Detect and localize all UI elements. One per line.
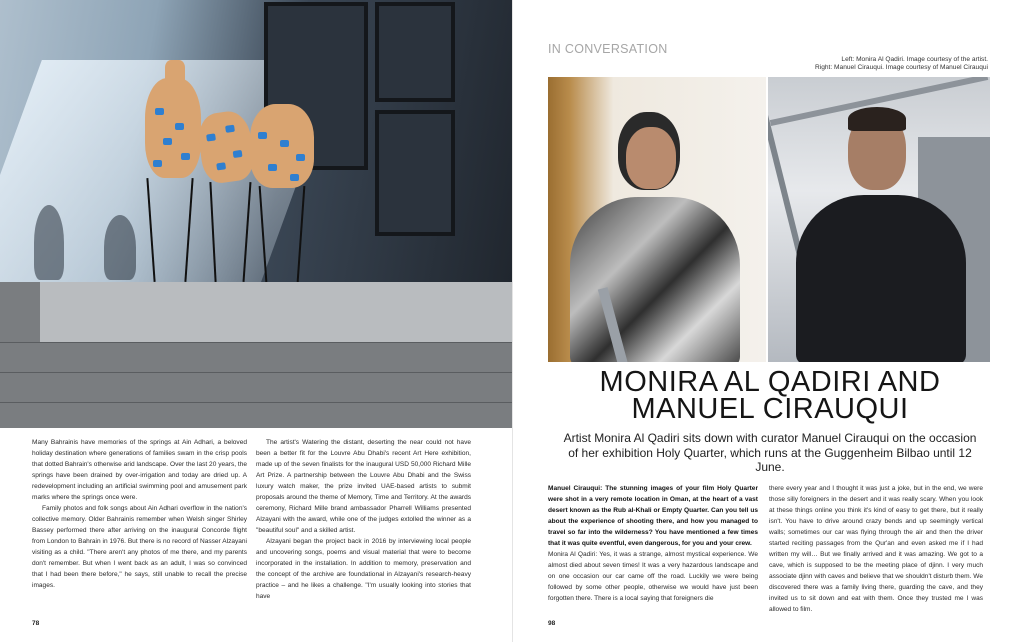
section-label: IN CONVERSATION bbox=[548, 42, 668, 56]
portrait-monira bbox=[548, 77, 766, 362]
page-number: 98 bbox=[548, 620, 556, 627]
credit-right: Right: Manuel Cirauqui. Image courtesy of Manuel Cirauqui bbox=[815, 64, 988, 71]
standfirst: Artist Monira Al Qadiri sits down with curator Manuel Cirauqui on the occasion of her exhibition Holy Quarter, which runs at the Guggenheim Bilbao until 12 June. bbox=[563, 431, 977, 474]
credit-left: Left: Monira Al Qadiri. Image courtesy of the artist. bbox=[841, 56, 988, 63]
spine-gutter bbox=[512, 0, 513, 642]
page-number: 78 bbox=[32, 620, 40, 627]
brick-line bbox=[0, 372, 512, 373]
photo-credits bbox=[815, 56, 988, 72]
brick-line bbox=[0, 342, 512, 343]
face bbox=[626, 127, 676, 189]
paragraph: The artist's Watering the distant, deserting the near could not have been a better fit for the Louvre Abu Dhabi's recent Art Here exhibition, made up of the seven finalists for the inaugural USD 50,000 Richard Mille Art Prize. A partnership between the Louvre Abu Dhabi and the Swiss luxury watch maker, the prize invited UAE-based artists to submit proposals around the theme of Memory, Time and Territory. At the awards ceremony, Richard Mille brand ambassador Pharrell Williams presented Alzayani with the award, while one of the judges extolled the winner as a "beautiful soul" and a skilled artist. bbox=[256, 439, 471, 534]
wall-frame bbox=[375, 110, 455, 236]
paragraph: Many Bahrainis have memories of the springs at Ain Adhari, a beloved holiday destination where generations of families swam in the crisp pools that dotted Bahrain's otherwise arid landscape. Over the last 20 years, the springs have been drained by over-irrigation and today are dried up. A redevelopment including an artificial swimming pool and amusement park marks where the springs once were. bbox=[32, 439, 247, 501]
vessel-shadow bbox=[104, 215, 136, 280]
paragraph: Alzayani began the project back in 2016 by interviewing local people and uncovering songs, poems and visual material that were to become incorporated in the installation. In addition to memory, preservation and the concept of the archive are foundational in Alzayani's research-heavy practice – and he likes a challenge. "I'm usually looking into stories that have bbox=[256, 538, 471, 600]
wall-frame bbox=[375, 2, 455, 102]
title-line: MANUEL CIRAUQUI bbox=[631, 393, 909, 425]
interview-question: Manuel Cirauqui: The stunning images of your film Holy Quarter were shot in a very remote location in Oman, at the heart of a vast desert known as the Rub al-Khali or Empty Quarter. Can you tell us about the experience of shooting there, and how you managed to travel so far into the wilderness? You have mentioned a few times that it was quite eventful, even dangerous, for you and your crew. bbox=[548, 485, 758, 547]
vessel-shadow bbox=[34, 205, 64, 280]
left-column-1 bbox=[32, 437, 247, 591]
portrait-manuel bbox=[768, 77, 990, 362]
plinth-top bbox=[40, 282, 512, 342]
paragraph: Family photos and folk songs about Ain Adhari overflow in the nation's collective memory. Older Bahrainis remember when Welsh singer Shirley Bassey performed there after arriving on the inaugural Concorde flight from London to Bahrain in 1976. But there is no record of Nasser Alzayani visiting as a child. "There aren't any photos of me there, and my parents don't remember. But when I went back as an adult, I was so convinced that I had been there before," he says, still unable to recall the precise images. bbox=[32, 505, 247, 589]
hair bbox=[848, 107, 906, 131]
ceramic-vessel bbox=[145, 78, 201, 178]
brick-line bbox=[0, 402, 512, 403]
paragraph: there every year and I thought it was just a joke, but in the end, we were those silly foreigners in the desert and it was really scary. When you look at these things online you think it's kind of easy to get there, but it really isn't. You have to drive around crazy bends and up seemingly vertical walls; sometimes our car was flying through the air and then the driver started reciting passages from the Qur'an and even asked me if I had written my will… But we finally arrived and it was amazing. We got to a cave, which is supposed to be the meeting place of djinn. I very much associate djinn with caves and believe that we shouldn't disturb them. We discovered there was a family living there, guarding the cave, and they invited us to sit down and eat with them. Once they trusted me I was allowed to film. bbox=[769, 485, 983, 613]
title-line: MONIRA AL QADIRI AND bbox=[599, 366, 941, 398]
ceramic-vessel bbox=[250, 104, 314, 188]
interview-answer: Monira Al Qadiri: Yes, it was a strange, almost mystical experience. We almost died about seven times! It was a very hazardous landscape and on one occasion our car came off the road. Luckily we were being followed by some other people, otherwise we would have just been forgotten there. There is a local saying that foreigners die bbox=[548, 551, 758, 602]
installation-photo bbox=[0, 0, 512, 428]
right-column-2 bbox=[769, 483, 983, 615]
patterned-dress bbox=[570, 197, 740, 362]
dark-jacket bbox=[796, 195, 966, 362]
right-column-1 bbox=[548, 483, 758, 604]
vessel-neck bbox=[165, 60, 185, 86]
article-title bbox=[548, 366, 992, 425]
left-column-2 bbox=[256, 437, 471, 602]
